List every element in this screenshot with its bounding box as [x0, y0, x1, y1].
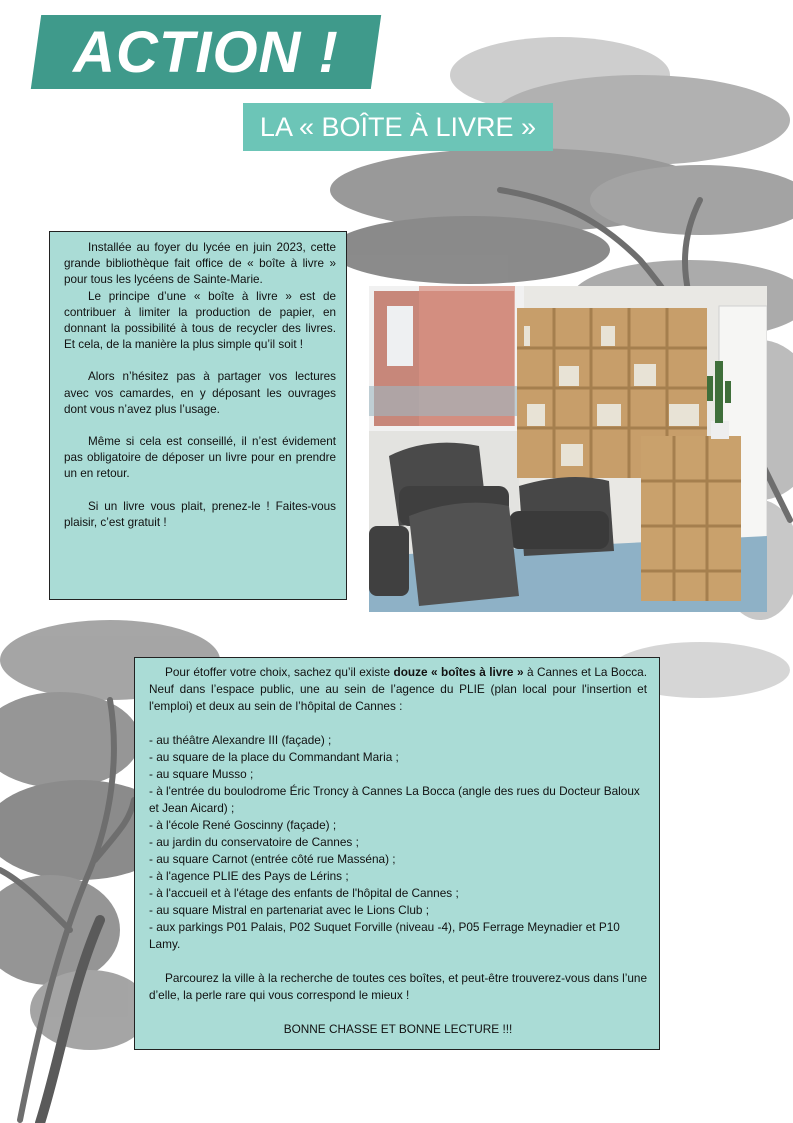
intro-text-box — [49, 231, 347, 600]
list-item: - au square Carnot (entrée côté rue Masséna) ; — [149, 852, 396, 866]
share-paragraph: Alors n’hésitez pas à partager vos lectures avec vos camardes, en y déposant les ouvrages dont vous n’avez plus l’usage. — [64, 370, 336, 416]
intro-text-end: à Cannes et La Bocca. Neuf dans l’espace public, une au sein de l’agence du PLIE (plan local pour l'insertion et l'emploi) et deux au sein de l’hôpital de Cannes : — [149, 665, 647, 713]
list-item: - à l'accueil et à l'étage des enfants de l'hôpital de Cannes ; — [149, 886, 459, 900]
list-item: - au théâtre Alexandre III (façade) ; — [149, 733, 332, 747]
enjoy-paragraph: Si un livre vous plait, prenez-le ! Faites-vous plaisir, c’est gratuit ! — [64, 499, 336, 529]
list-item: - à l'agence PLIE des Pays de Lérins ; — [149, 869, 349, 883]
intro-paragraph: Installée au foyer du lycée en juin 2023, cette grande bibliothèque fait office de « boîte à livre » pour tous les lycéens de Sainte-Marie. — [64, 241, 336, 287]
page-subtitle: LA « BOÎTE À LIVRE » — [243, 103, 553, 151]
page-title: ACTION ! — [73, 19, 339, 85]
list-item: - au square de la place du Commandant Maria ; — [149, 750, 399, 764]
locations-list — [149, 732, 647, 953]
closing-line: BONNE CHASSE ET BONNE LECTURE !!! — [283, 1022, 513, 1036]
locations-text-box — [134, 657, 660, 1050]
search-paragraph: Parcourez la ville à la recherche de toutes ces boîtes, et peut-être trouverez-vous dans l’une d’elle, la perle rare qui vous correspond le mieux ! — [149, 971, 647, 1002]
intro-text-start: Pour étoffer votre choix, sachez qu’il existe — [165, 665, 394, 679]
list-item: - à l'entrée du boulodrome Éric Troncy à Cannes La Bocca (angle des rues du Docteur Baloux et Jean Aicard) ; — [149, 784, 640, 815]
locations-intro — [149, 664, 647, 715]
intro-text-bold: douze « boîtes à livre » — [393, 665, 524, 679]
list-item: - aux parkings P01 Palais, P02 Suquet Forville (niveau -4), P05 Ferrage Meynadier et P10 Lamy. — [149, 920, 620, 951]
list-item: - au square Musso ; — [149, 767, 254, 781]
list-item: - au jardin du conservatoire de Cannes ; — [149, 835, 359, 849]
principle-paragraph: Le principe d’une « boîte à livre » est de contribuer à limiter la production de papier, en donnant la possibilité à tous de recycler des livres. Et cela, de la manière la plus simple qu’il soit ! — [64, 289, 336, 352]
list-item: - au square Mistral en partenariat avec le Lions Club ; — [149, 903, 429, 917]
list-item: - à l'école René Goscinny (façade) ; — [149, 818, 337, 832]
bookshelf-photo — [369, 286, 767, 612]
not-mandatory-paragraph: Même si cela est conseillé, il n’est évidement pas obligatoire de déposer un livre pour en prendre un en retour. — [64, 435, 336, 481]
